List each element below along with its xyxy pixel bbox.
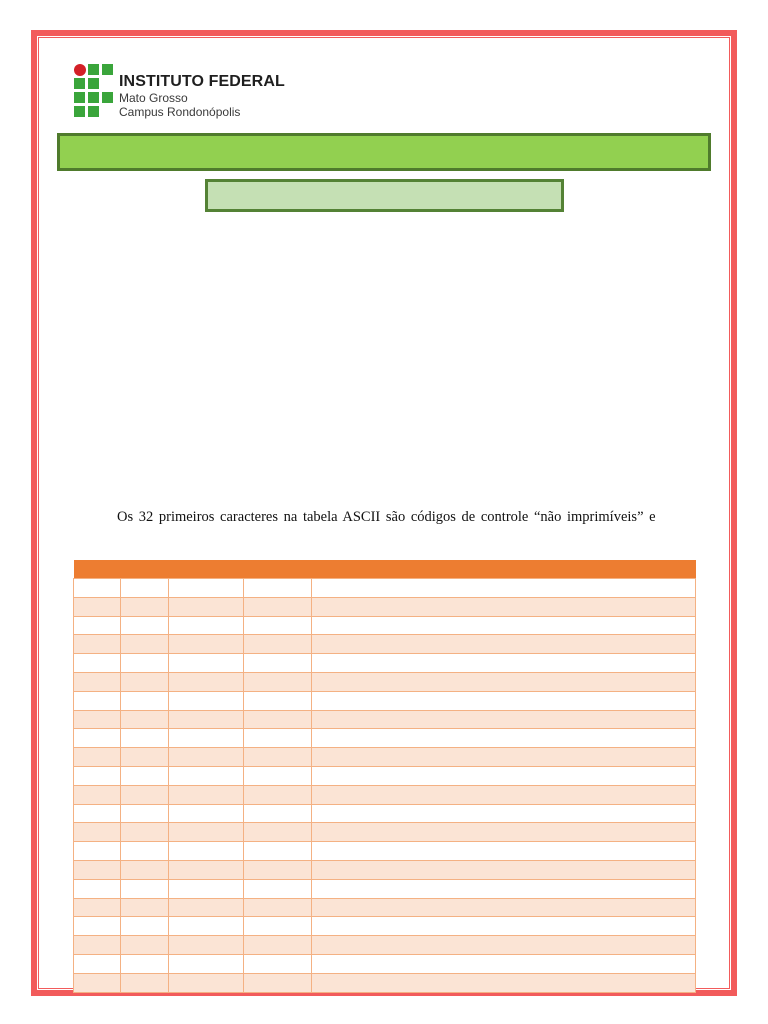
table-cell bbox=[74, 823, 121, 842]
table-cell bbox=[121, 879, 169, 898]
table-cell bbox=[169, 616, 244, 635]
table-cell bbox=[169, 860, 244, 879]
table-cell bbox=[169, 748, 244, 767]
table-cell bbox=[169, 917, 244, 936]
table-row bbox=[74, 672, 696, 691]
table-cell bbox=[169, 579, 244, 598]
table-cell bbox=[121, 729, 169, 748]
table-cell bbox=[244, 616, 312, 635]
table-cell bbox=[121, 936, 169, 955]
table-cell bbox=[312, 860, 696, 879]
table-row bbox=[74, 917, 696, 936]
ascii-control-table bbox=[73, 560, 696, 993]
table-cell bbox=[74, 804, 121, 823]
table-cell bbox=[121, 579, 169, 598]
table-row bbox=[74, 579, 696, 598]
table-cell bbox=[169, 842, 244, 861]
table-cell bbox=[312, 579, 696, 598]
table-row bbox=[74, 635, 696, 654]
table-header-cell bbox=[244, 560, 312, 579]
table-row bbox=[74, 973, 696, 992]
table-cell bbox=[312, 898, 696, 917]
table-cell bbox=[169, 898, 244, 917]
table-cell bbox=[169, 973, 244, 992]
table-cell bbox=[244, 804, 312, 823]
table-cell bbox=[244, 917, 312, 936]
table-cell bbox=[74, 672, 121, 691]
table-cell bbox=[244, 710, 312, 729]
table-cell bbox=[312, 973, 696, 992]
table-cell bbox=[121, 842, 169, 861]
title-banner bbox=[57, 133, 711, 171]
table-cell bbox=[244, 654, 312, 673]
table-cell bbox=[121, 672, 169, 691]
table-cell bbox=[121, 654, 169, 673]
table-cell bbox=[74, 748, 121, 767]
table-cell bbox=[244, 973, 312, 992]
table-cell bbox=[74, 860, 121, 879]
table-cell bbox=[121, 973, 169, 992]
table-cell bbox=[244, 860, 312, 879]
table-cell bbox=[312, 879, 696, 898]
subtitle-banner bbox=[205, 179, 564, 212]
table-cell bbox=[74, 898, 121, 917]
table-header-cell bbox=[121, 560, 169, 579]
table-row bbox=[74, 616, 696, 635]
table-cell bbox=[74, 729, 121, 748]
table-cell bbox=[74, 842, 121, 861]
table-cell bbox=[121, 616, 169, 635]
table-cell bbox=[169, 823, 244, 842]
table-cell bbox=[244, 748, 312, 767]
table-cell bbox=[312, 635, 696, 654]
table-cell bbox=[244, 954, 312, 973]
table-cell bbox=[244, 672, 312, 691]
table-cell bbox=[74, 879, 121, 898]
table-cell bbox=[121, 917, 169, 936]
table-cell bbox=[121, 635, 169, 654]
table-row bbox=[74, 654, 696, 673]
table-cell bbox=[121, 860, 169, 879]
table-cell bbox=[312, 597, 696, 616]
table-cell bbox=[244, 936, 312, 955]
table-cell bbox=[74, 973, 121, 992]
table-cell bbox=[121, 804, 169, 823]
table-cell bbox=[312, 672, 696, 691]
table-cell bbox=[244, 879, 312, 898]
table-cell bbox=[74, 785, 121, 804]
table-cell bbox=[244, 766, 312, 785]
table-cell bbox=[312, 785, 696, 804]
logo-title: INSTITUTO FEDERAL bbox=[119, 73, 285, 90]
table-row bbox=[74, 597, 696, 616]
table-cell bbox=[244, 691, 312, 710]
table-cell bbox=[121, 710, 169, 729]
table-cell bbox=[74, 635, 121, 654]
table-cell bbox=[121, 823, 169, 842]
table-cell bbox=[169, 654, 244, 673]
table-cell bbox=[169, 766, 244, 785]
table-cell bbox=[74, 654, 121, 673]
table-cell bbox=[312, 616, 696, 635]
table-row bbox=[74, 691, 696, 710]
institution-logo bbox=[74, 64, 284, 120]
table-cell bbox=[169, 936, 244, 955]
table-row bbox=[74, 729, 696, 748]
table-cell bbox=[121, 766, 169, 785]
table-cell bbox=[169, 635, 244, 654]
table-cell bbox=[121, 785, 169, 804]
table-row bbox=[74, 748, 696, 767]
table-cell bbox=[312, 766, 696, 785]
table-cell bbox=[169, 672, 244, 691]
table-cell bbox=[312, 936, 696, 955]
table-cell bbox=[169, 954, 244, 973]
table-cell bbox=[312, 691, 696, 710]
table-row bbox=[74, 785, 696, 804]
table-row bbox=[74, 766, 696, 785]
table-cell bbox=[74, 691, 121, 710]
table-cell bbox=[312, 917, 696, 936]
logo-red-dot bbox=[74, 64, 86, 76]
logo-mark-icon bbox=[74, 64, 114, 116]
table-row bbox=[74, 954, 696, 973]
table-cell bbox=[74, 917, 121, 936]
table-cell bbox=[312, 710, 696, 729]
table-cell bbox=[244, 579, 312, 598]
logo-subtitle-state: Mato Grosso bbox=[119, 91, 188, 105]
table-row bbox=[74, 804, 696, 823]
table-row bbox=[74, 936, 696, 955]
table-header-cell bbox=[312, 560, 696, 579]
table-cell bbox=[169, 879, 244, 898]
table-header-row bbox=[74, 560, 696, 579]
table-cell bbox=[74, 766, 121, 785]
table-row bbox=[74, 860, 696, 879]
table-cell bbox=[312, 842, 696, 861]
table-cell bbox=[312, 748, 696, 767]
table-cell bbox=[121, 597, 169, 616]
table-cell bbox=[244, 898, 312, 917]
table-cell bbox=[244, 729, 312, 748]
logo-subtitle-campus: Campus Rondonópolis bbox=[119, 105, 241, 119]
table-cell bbox=[121, 954, 169, 973]
table-cell bbox=[244, 785, 312, 804]
table-header-cell bbox=[169, 560, 244, 579]
table-cell bbox=[74, 579, 121, 598]
table-cell bbox=[169, 597, 244, 616]
table-row bbox=[74, 879, 696, 898]
table-cell bbox=[244, 823, 312, 842]
table-cell bbox=[121, 691, 169, 710]
table-cell bbox=[244, 842, 312, 861]
table-cell bbox=[169, 710, 244, 729]
table-cell bbox=[169, 785, 244, 804]
table-header-cell bbox=[74, 560, 121, 579]
table-cell bbox=[74, 616, 121, 635]
table-cell bbox=[312, 954, 696, 973]
table-cell bbox=[121, 898, 169, 917]
table-cell bbox=[74, 597, 121, 616]
table-cell bbox=[74, 710, 121, 729]
table-cell bbox=[169, 691, 244, 710]
table-cell bbox=[169, 804, 244, 823]
table-row bbox=[74, 823, 696, 842]
table-cell bbox=[244, 635, 312, 654]
table-cell bbox=[312, 654, 696, 673]
table-cell bbox=[74, 936, 121, 955]
table-cell bbox=[312, 804, 696, 823]
table-cell bbox=[169, 729, 244, 748]
table-cell bbox=[312, 823, 696, 842]
body-paragraph: Os 32 primeiros caracteres na tabela ASCII são códigos de controle “não imprimíveis” e bbox=[117, 509, 656, 525]
table-cell bbox=[74, 954, 121, 973]
table-row bbox=[74, 898, 696, 917]
table-cell bbox=[121, 748, 169, 767]
table-cell bbox=[312, 729, 696, 748]
table-row bbox=[74, 842, 696, 861]
table-row bbox=[74, 710, 696, 729]
table-cell bbox=[244, 597, 312, 616]
